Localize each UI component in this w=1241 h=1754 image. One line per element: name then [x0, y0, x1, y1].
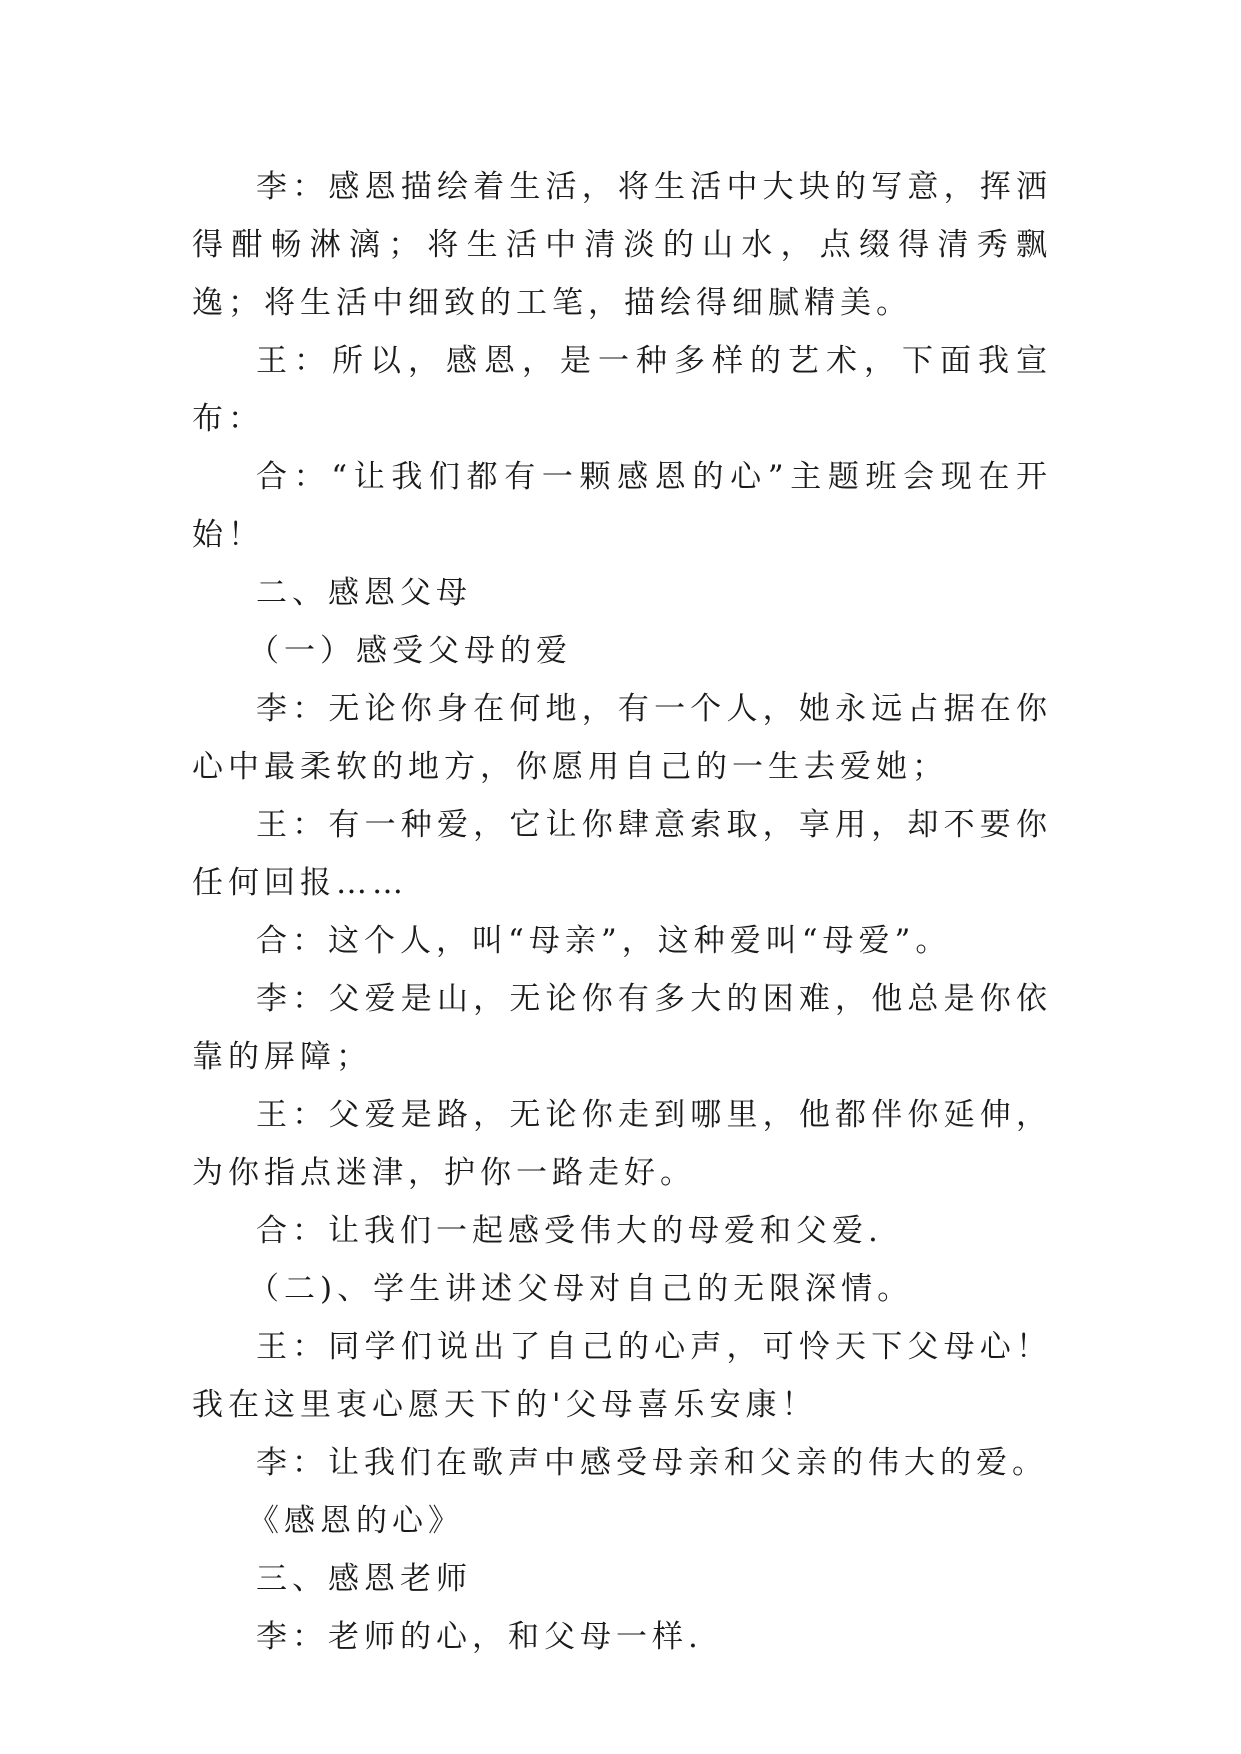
document-body	[192, 158, 1052, 1666]
paragraph-together-mother: 合：这个人，叫“母亲”，这种爱叫“母爱”。	[256, 923, 952, 959]
paragraph-together-opening: 合：“让我们都有一颗感恩的心”主题班会现在开始！	[192, 459, 1052, 553]
paragraph-together-feel-love: 合：让我们一起感受伟大的母爱和父爱.	[256, 1213, 883, 1249]
paragraph-li-mother: 李：无论你身在何地，有一个人，她永远占据在你心中最柔软的地方，你愿用自己的一生去爱她；	[192, 691, 1052, 785]
paragraph-wang-announcement: 王：所以，感恩，是一种多样的艺术，下面我宣布：	[192, 343, 1052, 437]
section-heading-parents: 二、感恩父母	[256, 575, 472, 611]
paragraph-li-teacher-heart: 李：老师的心，和父母一样.	[256, 1619, 703, 1655]
section-heading-teachers: 三、感恩老师	[256, 1561, 472, 1597]
paragraph-wang-father-road: 王：父爱是路，无论你走到哪里，他都伴你延伸，为你指点迷津，护你一路走好。	[192, 1097, 1052, 1191]
song-title: 《感恩的心》	[248, 1503, 464, 1539]
paragraph-li-father-mountain: 李：父爱是山，无论你有多大的困难，他总是你依靠的屏障；	[192, 981, 1052, 1075]
paragraph-li-song: 李：让我们在歌声中感受母亲和父亲的伟大的爱。	[256, 1445, 1048, 1481]
paragraph-wang-love: 王：有一种爱，它让你肆意索取，享用，却不要你任何回报……	[192, 807, 1052, 901]
subsection-heading-students-narrate: （二)、学生讲述父母对自己的无限深情。	[248, 1271, 914, 1307]
paragraph-wang-wishes: 王：同学们说出了自己的心声，可怜天下父母心！我在这里衷心愿天下的'父母喜乐安康！	[192, 1329, 1052, 1423]
paragraph-li-gratitude-painting: 李：感恩描绘着生活，将生活中大块的写意，挥洒得酣畅淋漓；将生活中清淡的山水，点缀得清秀飘逸；将生活中细致的工笔，描绘得细腻精美。	[192, 169, 1052, 321]
subsection-heading-feel-parents-love: （一）感受父母的爱	[248, 633, 572, 669]
